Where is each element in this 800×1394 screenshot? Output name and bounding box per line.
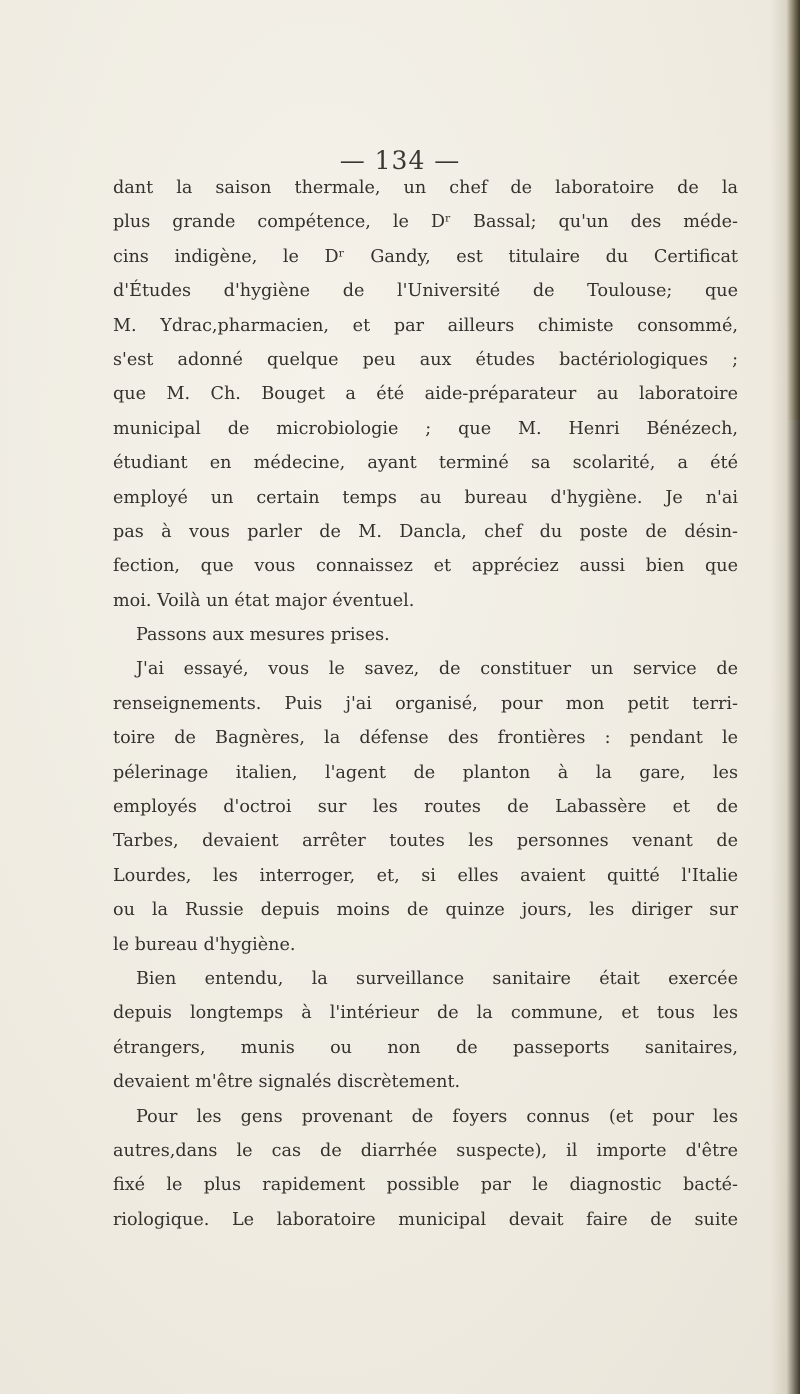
text-line: employés d'octroi sur les routes de Labassère et de <box>113 797 738 818</box>
text-line: le bureau d'hygiène. <box>113 934 296 955</box>
text-line: depuis longtemps à l'intérieur de la commune, et tous les <box>113 1003 738 1024</box>
text-line: fixé le plus rapidement possible par le diagnostic bacté- <box>113 1175 738 1196</box>
text-line: dant la saison thermale, un chef de laboratoire de la <box>113 178 738 198</box>
text-line: municipal de microbiologie ; que M. Henri Bénézech, <box>113 418 738 439</box>
text-line: renseignements. Puis j'ai organisé, pour mon petit terri- <box>113 693 738 714</box>
text-line: Lourdes, les interroger, et, si elles avaient quitté l'Italie <box>113 865 738 886</box>
text-line: Bien entendu, la surveillance sanitaire était exercée <box>136 968 738 989</box>
text-line: cins indigène, le Dʳ Gandy, est titulaire du Certificat <box>113 246 738 267</box>
text-line: moi. Voilà un état major éventuel. <box>113 590 415 611</box>
page-number: — 134 — <box>339 146 461 175</box>
text-line: riologique. Le laboratoire municipal devait faire de suite <box>113 1209 738 1230</box>
text-line: autres,dans le cas de diarrhée suspecte), il importe d'être <box>113 1140 738 1161</box>
text-line: s'est adonné quelque peu aux études bactériologiques ; <box>113 349 738 370</box>
text-line: Passons aux mesures prises. <box>136 625 390 646</box>
text-line: pélerinage italien, l'agent de planton à la gare, les <box>113 762 738 783</box>
text-line: que M. Ch. Bouget a été aide-préparateur au laboratoire <box>113 384 738 405</box>
text-line: fection, que vous connaissez et appréciez aussi bien que <box>113 556 738 577</box>
text-line: devaient m'être signalés discrètement. <box>113 1072 461 1093</box>
page-edge-shadow <box>770 0 800 1394</box>
text-line: M. Ydrac,pharmacien, et par ailleurs chimiste consommé, <box>113 315 738 336</box>
text-line: étrangers, munis ou non de passeports sanitaires, <box>113 1037 738 1058</box>
text-line: Pour les gens provenant de foyers connus (et pour les <box>136 1106 738 1127</box>
text-line: J'ai essayé, vous le savez, de constituer un service de <box>136 659 738 680</box>
text-line: ou la Russie depuis moins de quinze jours, les diriger sur <box>113 900 738 921</box>
text-line: toire de Bagnères, la défense des frontières : pendant le <box>113 728 738 749</box>
text-line: plus grande compétence, le Dʳ Bassal; qu'un des méde- <box>113 212 738 233</box>
text-line: Tarbes, devaient arrêter toutes les personnes venant de <box>113 831 738 852</box>
body-text <box>113 171 738 1237</box>
text-line: étudiant en médecine, ayant terminé sa scolarité, a été <box>113 453 738 474</box>
text-line: pas à vous parler de M. Dancla, chef du poste de désin- <box>113 521 738 542</box>
text-line: d'Études d'hygiène de l'Université de Toulouse; que <box>113 281 738 302</box>
text-line: employé un certain temps au bureau d'hygiène. Je n'ai <box>113 487 738 508</box>
